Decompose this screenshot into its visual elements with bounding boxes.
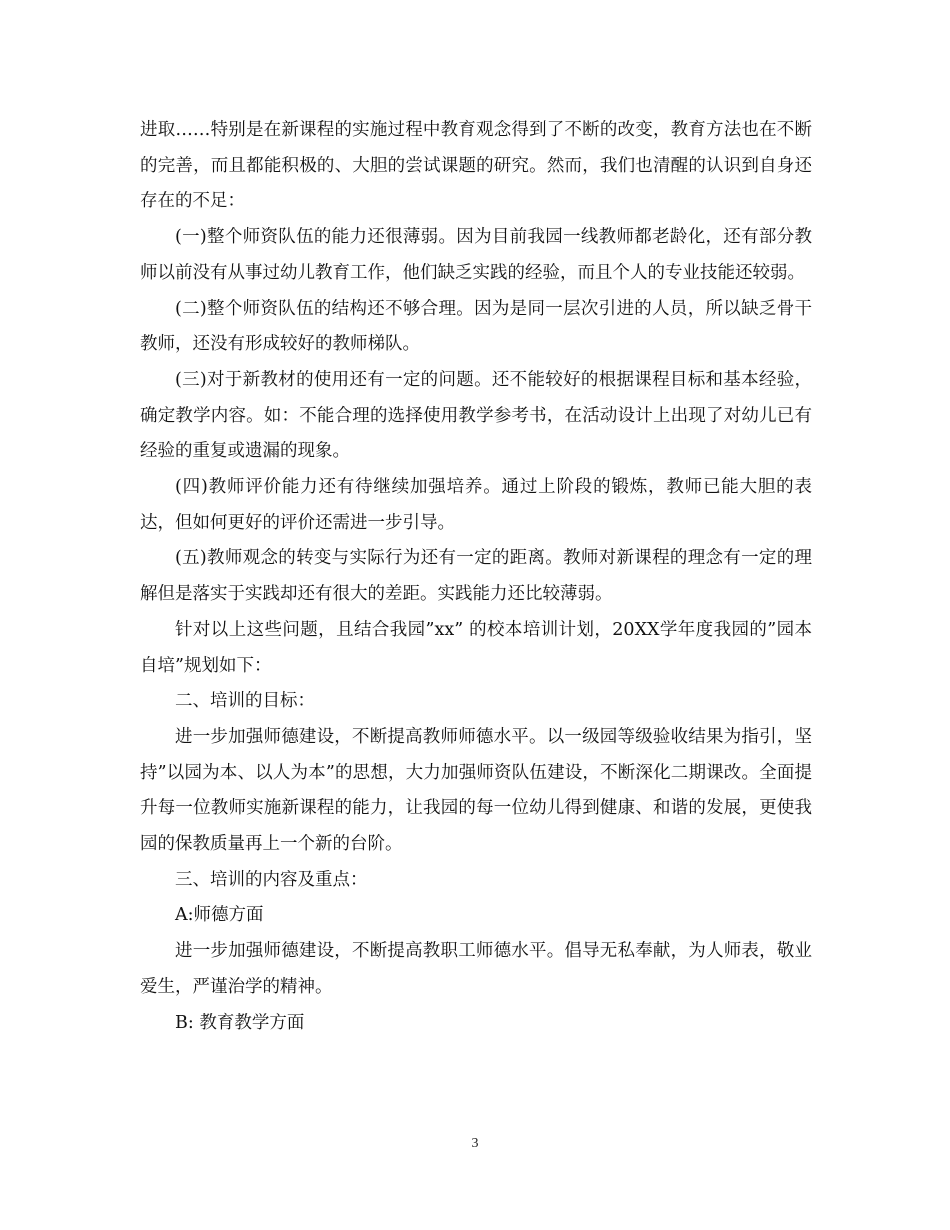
page-number: 3: [471, 1136, 479, 1151]
paragraph-goals: 进一步加强师德建设，不断提高教师师德水平。以一级园等级验收结果为指引，坚持”以园为本、以人为本”的思想，大力加强师资队伍建设，不断深化二期课改。全面提升每一位教师实施新课程的能力，让我园的每一位幼儿得到健康、和谐的发展，更使我园的保教质量再上一个新的台阶。: [140, 726, 812, 855]
section-heading-goals: 二、培训的目标：: [175, 691, 315, 712]
subheading-ethics: A:师德方面: [175, 905, 264, 926]
subheading-teaching: B: 教育教学方面: [175, 1012, 305, 1033]
paragraph-shortcoming-2: (二)整个师资队伍的结构还不够合理。因为是同一层次引进的人员，所以缺乏骨干教师，还没有形成较好的教师梯队。: [140, 298, 812, 355]
paragraph-shortcoming-1: (一)整个师资队伍的能力还很薄弱。因为目前我园一线教师都老龄化，还有部分教师以前没有从事过幼儿教育工作，他们缺乏实践的经验，而且个人的专业技能还较弱。: [140, 227, 812, 283]
paragraph-plan-intro: 针对以上这些问题，且结合我园”xx” 的校本培训计划，20XX学年度我园的”园本自培”规划如下：: [140, 619, 812, 676]
section-heading-content: 三、培训的内容及重点：: [175, 869, 368, 890]
document-body: [140, 113, 812, 1041]
paragraph-shortcoming-5: (五)教师观念的转变与实际行为还有一定的距离。教师对新课程的理念有一定的理解但是落实于实践却还有很大的差距。实践能力还比较薄弱。: [140, 548, 812, 605]
paragraph-shortcoming-3: (三)对于新教材的使用还有一定的问题。还不能较好的根据课程目标和基本经验，确定教学内容。如：不能合理的选择使用教学参考书，在活动设计上出现了对幼儿已有经验的重复或遗漏的现象。: [140, 369, 812, 462]
paragraph-shortcoming-4: (四)教师评价能力还有待继续加强培养。通过上阶段的锻炼，教师已能大胆的表达，但如何更好的评价还需进一步引导。: [140, 477, 812, 533]
paragraph-continuation: 进取……特别是在新课程的实施过程中教育观念得到了不断的改变，教育方法也在不断的完善，而且都能积极的、大胆的尝试课题的研究。然而，我们也清醒的认识到自身还存在的不足：: [140, 120, 812, 212]
paragraph-ethics: 进一步加强师德建设，不断提高教职工师德水平。倡导无私奉献，为人师表，敬业爱生，严谨治学的精神。: [140, 941, 812, 997]
